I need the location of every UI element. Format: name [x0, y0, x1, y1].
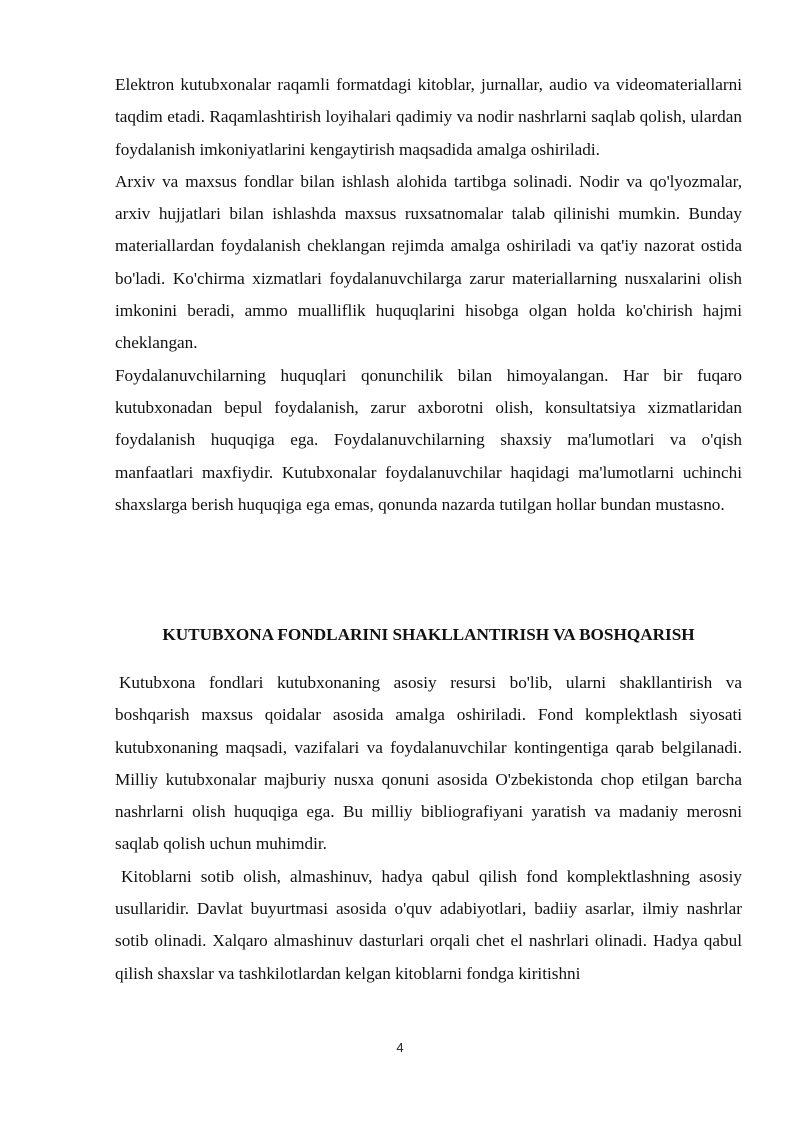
paragraph-acquisition-methods: Kitoblarni sotib olish, almashinuv, hadya qabul qilish fond komplektlashning asosiy usullaridir. Davlat buyurtmasi asosida o'quv adabiyotlari, badiiy asarlar, ilmiy nashrlar sotib olinadi. Xalqaro almashinuv dasturlari orqali chet el nashrlari olinadi. Hadya qabul qilish shaxslar va tashkilotlardan kelgan kitoblarni fondga kiritishni — [115, 866, 742, 983]
paragraph-archive-funds: Arxiv va maxsus fondlar bilan ishlash alohida tartibga solinadi. Nodir va qo'lyozmalar, arxiv hujjatlari bilan ishlashda maxsus ruxsatnomalar talab qilinishi mumkin. Bunday materiallardan foydalanish cheklangan rejimda amalga oshiriladi va qat'iy nazorat ostida bo'ladi. Ko'chirma xizmatlari foydalanuvchilarga zarur materiallarning nusxalarini olish imkonini beradi, ammo mualliflik huquqlarini hisobga olgan holda ko'chirish hajmi cheklangan. — [115, 171, 742, 353]
section-heading: KUTUBXONA FONDLARINI SHAKLLANTIRISH VA BOSHQARISH — [162, 625, 695, 644]
body-text-section — [115, 667, 742, 990]
paragraph-electronic-libraries: Elektron kutubxonalar raqamli formatdagi kitoblar, jurnallar, audio va videomateriallarni taqdim etadi. Raqamlashtirish loyihalari qadimiy va nodir nashrlarni saqlab qolish, ulardan foydalanish imkoniyatlarini kengaytirish maqsadida amalga oshiriladi. — [115, 75, 742, 159]
body-text-top — [115, 69, 742, 521]
paragraph-user-rights: Foydalanuvchilarning huquqlari qonunchilik bilan himoyalangan. Har bir fuqaro kutubxonadan bepul foydalanish, zarur axborotni olish, konsultatsiya xizmatlaridan foydalanish huquqiga ega. Foydalanuvchilarning shaxsiy ma'lumotlari va o'qish manfaatlari maxfiydir. Kutubxonalar foydalanuvchilar haqidagi ma'lumotlarni uchinchi shaxslarga berish huquqiga ega emas, qonunda nazarda tutilgan hollar bundan mustasno. — [115, 365, 742, 514]
page-number: 4 — [396, 1040, 404, 1055]
paragraph-library-funds: Kutubxona fondlari kutubxonaning asosiy resursi bo'lib, ularni shakllantirish va boshqarish maxsus qoidalar asosida amalga oshiriladi. Fond komplektlash siyosati kutubxonaning maqsadi, vazifalari va foydalanuvchilar kontingentiga qarab belgilanadi. Milliy kutubxonalar majburiy nusxa qonuni asosida O'zbekistonda chop etilgan barcha nashrlarni olish huquqiga ega. Bu milliy bibliografiyani yaratish va madaniy merosni saqlab qolish uchun muhimdir. — [115, 673, 742, 854]
